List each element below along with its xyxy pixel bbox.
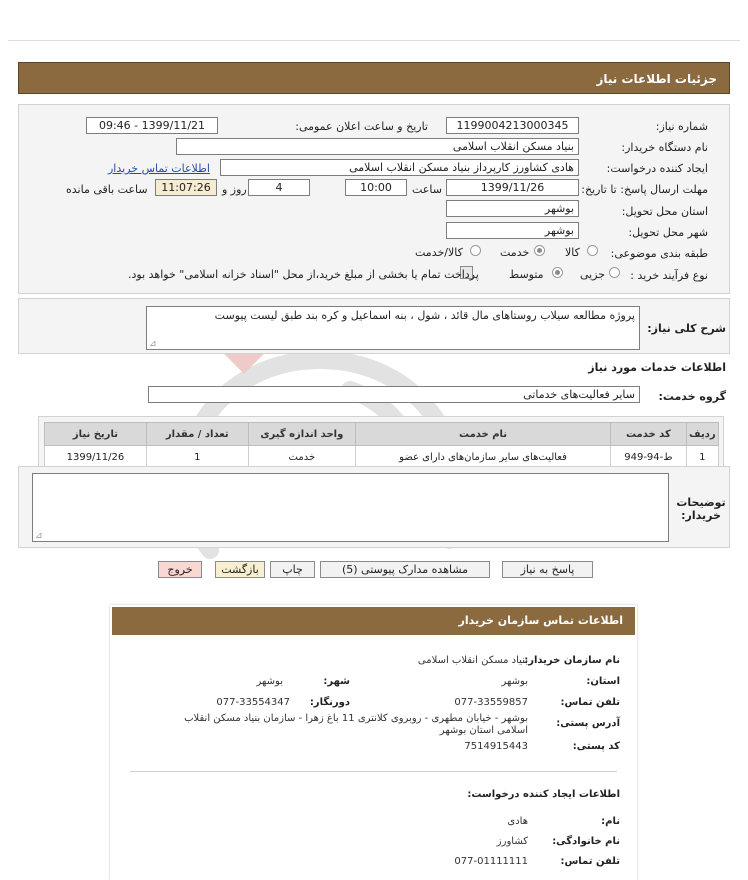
announce-field: 1399/11/21 - 09:46 [86, 117, 218, 134]
contact-postal-value: 7514915443 [464, 741, 528, 752]
contact-city-value: بوشهر [256, 676, 283, 687]
category-goods-label: کالا [565, 246, 580, 259]
buyer-notes-label: توضیحات خریدار: [676, 496, 726, 522]
print-button[interactable]: چاپ [270, 561, 315, 578]
contact-address-label: آدرس پستی: [556, 718, 620, 729]
buyer-notes-resize-grip[interactable]: ⊿ [35, 531, 43, 541]
cell-unit: خدمت [248, 446, 355, 469]
deadline-time-field: 10:00 [345, 179, 407, 196]
need-number-label: شماره نیاز: [655, 120, 708, 133]
buyer-org-field: بنیاد مسکن انقلاب اسلامی [176, 138, 579, 155]
exit-button[interactable]: خروج [158, 561, 202, 578]
contact-org-value: بنیاد مسکن انقلاب اسلامی [417, 655, 528, 666]
days-label: روز و [222, 183, 247, 196]
need-number-field: 1199004213000345 [446, 117, 579, 134]
contact-divider [130, 771, 617, 772]
category-radio-goods-service[interactable] [470, 245, 481, 256]
announce-label: تاریخ و ساعت اعلان عمومی: [295, 120, 428, 133]
process-medium-label: متوسط [509, 268, 544, 281]
col-quantity: تعداد / مقدار [146, 423, 248, 446]
remaining-label: ساعت باقی مانده [66, 183, 148, 196]
category-radio-goods[interactable] [587, 245, 598, 256]
col-service-code: کد خدمت [611, 423, 687, 446]
category-service-label: خدمت [500, 246, 530, 259]
back-button[interactable]: بازگشت [215, 561, 265, 578]
process-label: نوع فرآیند خرید : [630, 269, 708, 282]
services-table [44, 422, 719, 469]
contact-postal-label: کد پستی: [572, 741, 620, 752]
process-radio-minor[interactable] [609, 267, 620, 278]
contact-province-label: استان: [586, 676, 620, 687]
description-text: پروژه مطالعه سیلاب روستاهای مال قائد ، شول ، بنه اسماعیل و کره بند طبق لیست پیوست [146, 306, 640, 350]
deadline-label: مهلت ارسال پاسخ: تا تاریخ: [581, 183, 708, 196]
contact-city-label: شهر: [323, 676, 350, 687]
province-field: بوشهر [446, 200, 579, 217]
description-label: شرح کلی نیاز: [647, 322, 726, 335]
cell-row-number: 1 [686, 446, 718, 469]
creator-last-name-label: نام خانوادگی: [552, 836, 620, 847]
col-row-number: ردیف [686, 423, 718, 446]
category-goods-service-label: کالا/خدمت [415, 246, 463, 259]
days-field: 4 [248, 179, 310, 196]
creator-section-title: اطلاعات ایجاد کننده درخواست: [467, 789, 620, 800]
col-service-name: نام خدمت [355, 423, 610, 446]
reply-button[interactable]: پاسخ به نیاز [502, 561, 593, 578]
province-label: استان محل تحویل: [621, 205, 708, 218]
creator-phone-label: تلفن تماس: [560, 856, 620, 867]
city-field: بوشهر [446, 222, 579, 239]
process-radio-medium[interactable] [552, 267, 563, 278]
contact-phone-value: 077-33559857 [454, 697, 528, 708]
cell-quantity: 1 [146, 446, 248, 469]
service-group-label: گروه خدمت: [658, 390, 726, 403]
attachments-button[interactable]: مشاهده مدارک پیوستی (5) [320, 561, 490, 578]
category-label: طبقه بندی موضوعی: [610, 247, 708, 260]
contact-fax-label: دورنگار: [309, 697, 350, 708]
service-group-field: سایر فعالیت‌های خدماتی [148, 386, 640, 403]
description-resize-grip[interactable]: ⊿ [149, 339, 157, 349]
city-label: شهر محل تحویل: [628, 226, 708, 239]
creator-last-name-value: کشاورز [496, 836, 528, 847]
cell-service-code: ط-94-949 [611, 446, 687, 469]
creator-phone-value: 077-01111111 [454, 856, 528, 867]
time-label: ساعت [412, 183, 442, 196]
buyer-org-label: نام دستگاه خریدار: [621, 141, 708, 154]
top-divider [8, 40, 740, 41]
cell-need-date: 1399/11/26 [45, 446, 147, 469]
requester-label: ایجاد کننده درخواست: [606, 162, 708, 175]
contact-card-title: اطلاعات تماس سازمان خریدار [112, 607, 635, 635]
services-section-title: اطلاعات خدمات مورد نیاز [588, 361, 726, 374]
creator-first-name-value: هادی [507, 816, 528, 827]
requester-field: هادی کشاورز کارپرداز بنیاد مسکن انقلاب اسلامی [220, 159, 579, 176]
contact-org-label: نام سازمان خریدار: [524, 655, 620, 666]
buyer-notes-field[interactable] [32, 473, 669, 542]
cell-service-name: فعالیت‌های سایر سازمان‌های دارای عضو [355, 446, 610, 469]
contact-address-value: بوشهر - خیابان مطهری - روبروی کلانتری 11 باغ زهرا - سازمان بنیاد مسکن انقلاب اسلامی استان بوشهر [184, 713, 528, 736]
contact-fax-value: 077-33554347 [216, 697, 290, 708]
creator-first-name-label: نام: [601, 816, 620, 827]
deadline-date-field: 1399/11/26 [446, 179, 579, 196]
buyer-contact-link[interactable]: اطلاعات تماس خریدار [108, 162, 210, 175]
col-need-date: تاریخ نیاز [45, 423, 147, 446]
remaining-time-field: 11:07:26 [155, 179, 217, 196]
col-unit: واحد اندازه گیری [248, 423, 355, 446]
contact-phone-label: تلفن تماس: [560, 697, 620, 708]
page-title: جزئیات اطلاعات نیاز [18, 62, 730, 94]
process-minor-label: جزیی [580, 268, 606, 281]
treasury-payment-note: پرداخت تمام یا بخشی از مبلغ خرید،از محل "اسناد خزانه اسلامی" خواهد بود. [128, 268, 479, 281]
category-radio-service[interactable] [534, 245, 545, 256]
contact-province-value: بوشهر [501, 676, 528, 687]
